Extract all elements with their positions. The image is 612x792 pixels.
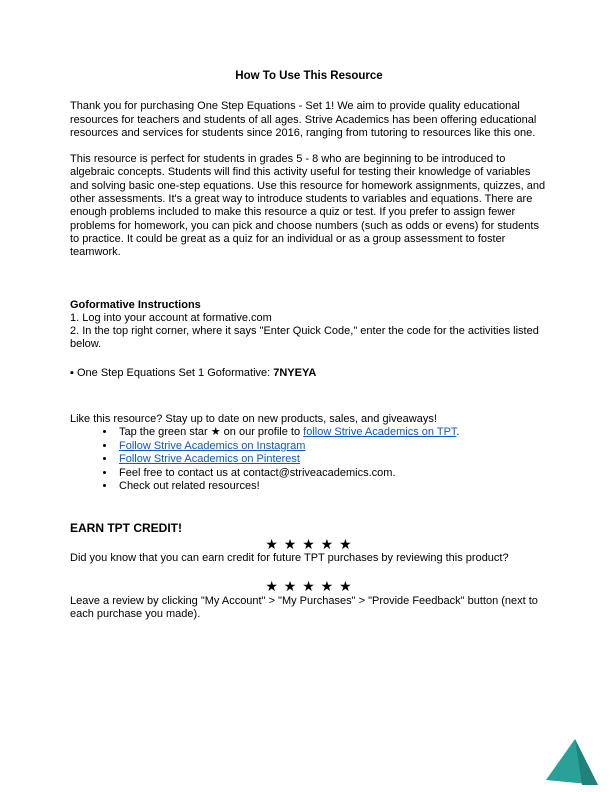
earn-credit-paragraph: Did you know that you can earn credit for future TPT purchases by reviewing this product?	[70, 551, 509, 564]
contact-text: Feel free to contact us at contact@striveacademics.com.	[119, 466, 396, 479]
intro-paragraph-2: This resource is perfect for students in grades 5 - 8 who are beginning to be introduced to algebraic concepts. Students will find this activity useful for testing their knowledge of variables and solving basic one-step equations. Use this resource for homework assignments, quizzes, and other assessments. It's a great way to introduce students to variables and equations. There are enough problems included to make this resource a quiz or test. If you prefer to assign fewer problems for homework, you can pick and choose numbers (such as odds or evens) for students to practice. It could be great as a quiz for an individual or as a group assessment to foster teamwork.	[70, 153, 546, 259]
strive-corner-logo-icon	[546, 739, 598, 789]
goformative-step-2: 2. In the top right corner, where it says "Enter Quick Code," enter the code for the activities listed below.	[70, 325, 539, 351]
instagram-link[interactable]: Follow Strive Academics on Instagram	[119, 439, 306, 452]
quick-code: 7NYEYA	[273, 366, 317, 379]
earn-credit-heading: EARN TPT CREDIT!	[70, 520, 182, 535]
related-resources-text: Check out related resources!	[119, 480, 260, 493]
page-content	[70, 70, 548, 622]
page-title: How To Use This Resource	[235, 70, 383, 82]
list-item-instagram	[116, 440, 548, 454]
goformative-heading: Goformative Instructions	[70, 298, 201, 311]
tpt-follow-link[interactable]: follow Strive Academics on TPT	[303, 426, 457, 439]
bullet-text: .	[456, 426, 460, 439]
pinterest-link[interactable]: Follow Strive Academics on Pinterest	[119, 453, 300, 466]
star-icon: ★	[210, 426, 221, 439]
square-bullet-icon: ▪	[70, 366, 77, 379]
rating-stars-icon: ★ ★ ★ ★ ★	[265, 578, 353, 595]
activity-code-line	[70, 367, 548, 380]
earn-credit-section	[70, 521, 548, 622]
follow-intro: Like this resource? Stay up to date on new products, sales, and giveaways!	[70, 413, 437, 426]
bullet-text: Tap the green star	[119, 426, 211, 439]
rating-stars-icon: ★ ★ ★ ★ ★	[265, 535, 353, 552]
activity-label: One Step Equations Set 1 Goformative:	[76, 366, 274, 379]
list-item-contact	[116, 467, 548, 481]
bullet-text: on our profile to	[220, 426, 304, 439]
intro-paragraph-1: Thank you for purchasing One Step Equations - Set 1! We aim to provide quality educational resources for teachers and students of all ages. Strive Academics has been offering educational resources and services for students since 2016, ranging from tutoring to resources like this one.	[70, 100, 537, 139]
goformative-step-1: 1. Log into your account at formative.com	[70, 311, 272, 324]
goformative-section	[70, 299, 548, 380]
list-item-related	[116, 480, 548, 494]
list-item-follow-tpt	[116, 426, 548, 440]
follow-section	[70, 413, 548, 494]
list-item-pinterest	[116, 453, 548, 467]
follow-list	[70, 426, 548, 494]
leave-review-paragraph: Leave a review by clicking "My Account" > "My Purchases" > "Provide Feedback" button (next to each purchase you made).	[70, 595, 538, 621]
